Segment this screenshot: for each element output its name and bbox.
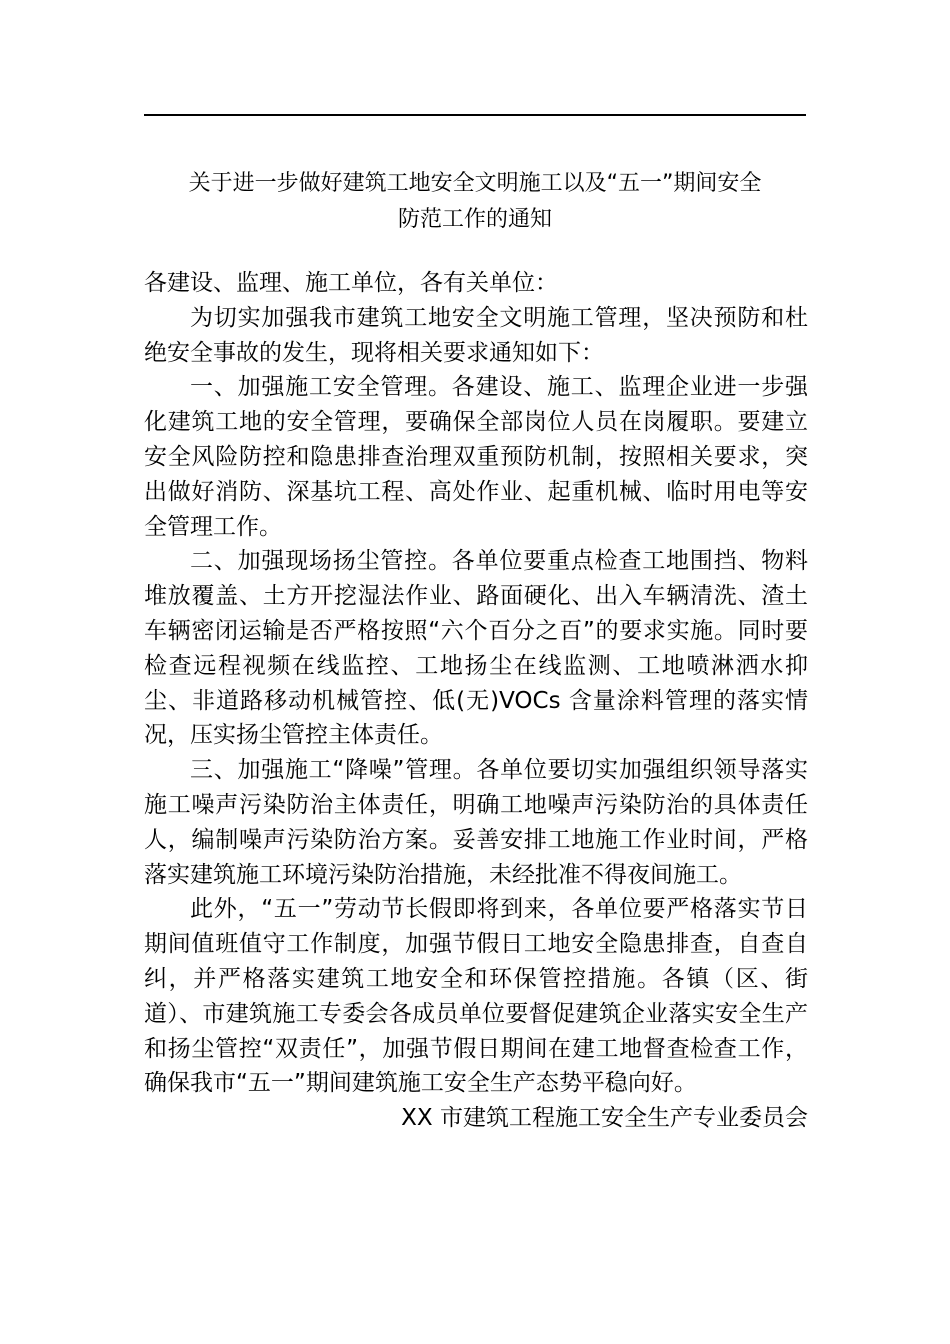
paragraph-dust-control: 二、加强现场扬尘管控。各单位要重点检查工地围挡、物料堆放覆盖、土方开挖湿法作业、路面硬化、出入车辆清洗、渣土车辆密闭运输是否严格按照“六个百分之百”的要求实施。同时要检查远程视频在线监控、工地扬尘在线监测、工地喷淋洒水抑尘、非道路移动机械管控、低(无)VOCs 含量涂料管理的落实情况，压实扬尘管控主体责任。 <box>144 548 808 749</box>
paragraph-safety-management: 一、加强施工安全管理。各建设、施工、监理企业进一步强化建筑工地的安全管理，要确保全部岗位人员在岗履职。要建立安全风险防控和隐患排查治理双重预防机制，按照相关要求，突出做好消防、深基坑工程、高处作业、起重机械、临时用电等安全管理工作。 <box>144 374 808 540</box>
title-line-1: 关于进一步做好建筑工地安全文明施工以及“五一”期间安全 <box>188 171 762 196</box>
document-title <box>130 166 820 238</box>
document-body <box>144 266 808 1136</box>
header-rule <box>144 114 806 116</box>
salutation: 各建设、监理、施工单位，各有关单位： <box>144 270 558 296</box>
intro-paragraph: 为切实加强我市建筑工地安全文明施工管理，坚决预防和杜绝安全事故的发生，现将相关要求通知如下： <box>144 304 808 366</box>
signature: XX 市建筑工程施工安全生产专业委员会 <box>401 1105 808 1132</box>
paragraph-holiday-notice: 此外，“五一”劳动节长假即将到来，各单位要严格落实节日期间值班值守工作制度，加强节假日工地安全隐患排查，自查自纠，并严格落实建筑工地安全和环保管控措施。各镇（区、街道）、市建筑施工专委会各成员单位要督促建筑企业落实安全生产和扬尘管控“双责任”，加强节假日期间在建工地督查检查工作，确保我市“五一”期间建筑施工安全生产态势平稳向好。 <box>144 896 808 1097</box>
paragraph-noise-reduction: 三、加强施工“降噪”管理。各单位要切实加强组织领导落实施工噪声污染防治主体责任，明确工地噪声污染防治的具体责任人，编制噪声污染防治方案。妥善安排工地施工作业时间，严格落实建筑施工环境污染防治措施，未经批准不得夜间施工。 <box>144 757 808 888</box>
title-line-2: 防范工作的通知 <box>397 207 552 232</box>
